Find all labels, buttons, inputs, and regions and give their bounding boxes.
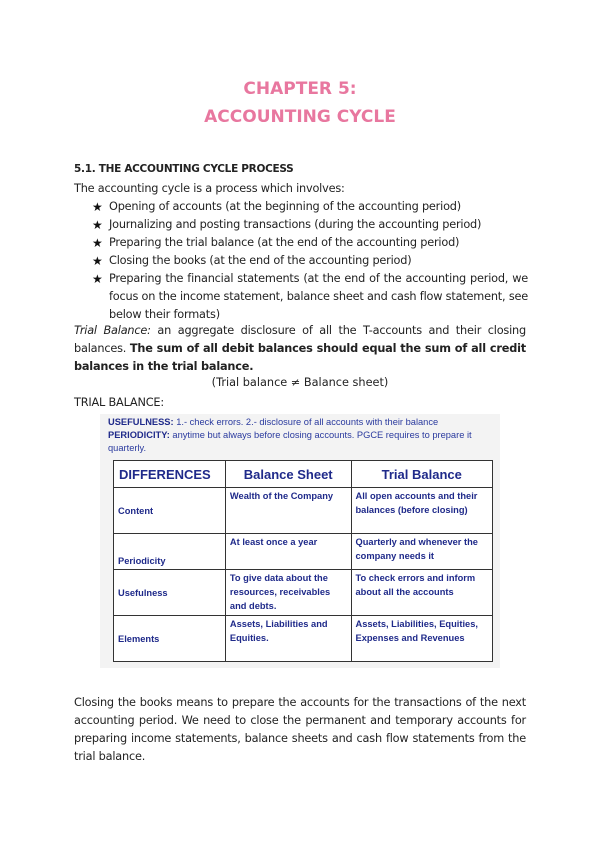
trial-balance-rule: The sum of all debit balances should equal the sum of all credit balances in the trial balance.	[74, 342, 526, 373]
list-item	[92, 252, 528, 270]
table-cell: Assets, Liabilities and Equities.	[225, 616, 351, 662]
chapter-title: ACCOUNTING CYCLE	[204, 107, 396, 127]
comparison-figure	[100, 414, 500, 668]
star-icon: ★	[92, 200, 103, 214]
table-cell: All open accounts and their balances (before closing)	[351, 488, 493, 534]
intro-text: The accounting cycle is a process which involves:	[74, 182, 345, 195]
list-item	[92, 234, 528, 252]
table-row	[114, 488, 493, 534]
list-item	[92, 216, 528, 234]
table-cell: Assets, Liabilities, Equities, Expenses and Revenues	[351, 616, 493, 662]
list-item-text: Opening of accounts (at the beginning of the accounting period)	[109, 200, 461, 213]
trial-balance-label: TRIAL BALANCE:	[74, 396, 164, 409]
balance-inequality: (Trial balance ≠ Balance sheet)	[211, 376, 389, 389]
closing-paragraph: Closing the books means to prepare the accounts for the transactions of the next accounting period. We need to close the permanent and temporary accounts for preparing income statements, balance sheets and cash flow statements from the trial balance.	[74, 696, 526, 763]
row-label: Periodicity	[114, 534, 226, 570]
table-cell: To give data about the resources, receivables and debts.	[225, 570, 351, 616]
table-cell: At least once a year	[225, 534, 351, 570]
differences-table	[113, 460, 493, 662]
list-item	[92, 270, 528, 324]
star-icon: ★	[92, 254, 103, 268]
star-icon: ★	[92, 236, 103, 250]
table-cell: To check errors and inform about all the accounts	[351, 570, 493, 616]
periodicity-note	[108, 429, 492, 455]
section-heading: 5.1. THE ACCOUNTING CYCLE PROCESS	[74, 163, 294, 175]
trial-balance-description: an aggregate disclosure of all the T-accounts and their closing balances.	[74, 324, 526, 355]
trial-balance-definition	[74, 322, 526, 376]
star-icon: ★	[92, 218, 103, 232]
usefulness-text: 1.- check errors. 2.- disclosure of all accounts with their balance	[173, 417, 439, 427]
row-label: Usefulness	[114, 570, 226, 616]
periodicity-label: PERIODICITY:	[108, 430, 170, 440]
table-row	[114, 534, 493, 570]
figure-notes	[108, 416, 492, 455]
star-icon: ★	[92, 272, 103, 286]
usefulness-note	[108, 416, 492, 429]
list-item-text: Closing the books (at the end of the accounting period)	[109, 254, 412, 267]
trial-balance-term: Trial Balance:	[74, 324, 151, 337]
table-cell: Wealth of the Company	[225, 488, 351, 534]
table-cell: Quarterly and whenever the company needs it	[351, 534, 493, 570]
column-header: DIFFERENCES	[114, 461, 226, 488]
column-header: Trial Balance	[351, 461, 493, 488]
list-item-text: Preparing the trial balance (at the end of the accounting period)	[109, 236, 460, 249]
table-row	[114, 570, 493, 616]
periodicity-text: anytime but always before closing accounts. PGCE requires to prepare it quarterly.	[108, 430, 472, 453]
table-row	[114, 616, 493, 662]
usefulness-label: USEFULNESS:	[108, 417, 174, 427]
list-item-text: Preparing the financial statements (at the end of the accounting period, we focus on the income statement, balance sheet and cash flow statement, see below their formats)	[109, 272, 528, 321]
column-header: Balance Sheet	[225, 461, 351, 488]
table-header-row	[114, 461, 493, 488]
list-item	[92, 198, 528, 216]
cycle-steps-list	[92, 198, 528, 324]
row-label: Content	[114, 488, 226, 534]
row-label: Elements	[114, 616, 226, 662]
chapter-number: CHAPTER 5:	[243, 79, 357, 99]
list-item-text: Journalizing and posting transactions (during the accounting period)	[109, 218, 482, 231]
